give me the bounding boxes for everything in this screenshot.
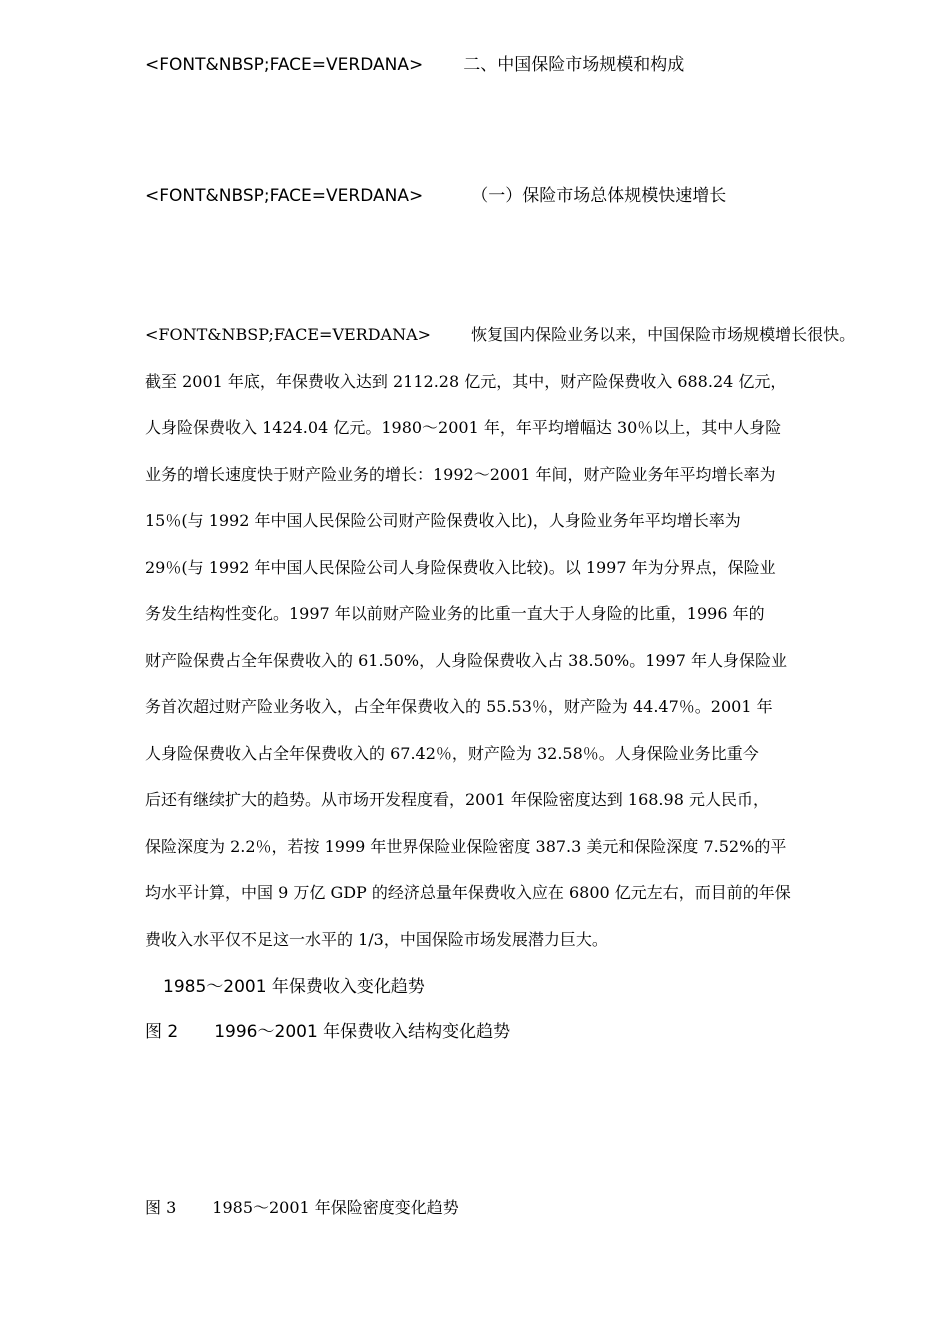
paragraph-line: 截至 2001 年底，年保费收入达到 2112.28 亿元，其中，财产险保费收入 688.24 亿元， xyxy=(145,371,787,391)
subsection-heading xyxy=(145,181,726,206)
paragraph-line: 人身险保费收入 1424.04 亿元。1980～2001 年，年平均增幅达 30％以上，其中人身险 xyxy=(145,418,782,437)
paragraph-line: 财产险保费占全年保费收入的 61.50%，人身险保费收入占 38.50%。1997 年人身保险业 xyxy=(145,650,787,670)
figure-3-label: 图 3 xyxy=(145,1198,177,1217)
figure-3-caption xyxy=(145,1195,459,1218)
paragraph-line: 费收入水平仅不足这一水平的 1/3，中国保险市场发展潜力巨大。 xyxy=(145,929,608,949)
section-heading xyxy=(145,50,684,75)
figure-2-caption xyxy=(145,1017,510,1042)
section-title: 二、中国保险市场规模和构成 xyxy=(463,55,685,75)
body-paragraph xyxy=(145,312,880,963)
font-tag-text: <FONT&NBSP;FACE=VERDANA> xyxy=(145,55,424,75)
figure-2-title: 1996～2001 年保费收入结构变化趋势 xyxy=(214,1022,511,1042)
paragraph-line: 后还有继续扩大的趋势。从市场开发程度看，2001 年保险密度达到 168.98 元人民币， xyxy=(145,790,769,809)
paragraph-line: 29％(与 1992 年中国人民保险公司人身险保费收入比较)。以 1997 年为分界点，保险业 xyxy=(145,557,776,577)
paragraph-line: 均水平计算，中国 9 万亿 GDP 的经济总量年保费收入应在 6800 亿元左右，而目前的年保 xyxy=(145,883,791,902)
subsection-title: （一）保险市场总体规模快速增长 xyxy=(471,186,727,206)
paragraph-line: 保险深度为 2.2％，若按 1999 年世界保险业保险密度 387.3 美元和保险深度 7.52%的平 xyxy=(145,836,787,856)
paragraph-line: <FONT&NBSP;FACE=VERDANA> 恢复国内保险业务以来，中国保险市场规模增长很快。 xyxy=(145,325,856,344)
figure-2-label: 图 2 xyxy=(145,1022,179,1042)
paragraph-line: 务首次超过财产险业务收入，占全年保费收入的 55.53％，财产险为 44.47％。2001 年 xyxy=(145,697,773,716)
font-tag-text: <FONT&NBSP;FACE=VERDANA> xyxy=(145,186,424,206)
figure-3-title: 1985～2001 年保险密度变化趋势 xyxy=(212,1198,459,1217)
paragraph-line: 人身险保费收入占全年保费收入的 67.42％，财产险为 32.58％。人身保险业务比重今 xyxy=(145,743,759,763)
paragraph-line: 务发生结构性变化。1997 年以前财产险业务的比重一直大于人身险的比重，1996 年的 xyxy=(145,604,765,623)
paragraph-line: 业务的增长速度快于财产险业务的增长：1992～2001 年间，财产险业务年平均增长率为 xyxy=(145,464,776,484)
font-tag-text: <FONT&NBSP;FACE=VERDANA> xyxy=(145,325,432,344)
figure-1-caption: 1985～2001 年保费收入变化趋势 xyxy=(163,977,425,997)
paragraph-line: 15％(与 1992 年中国人民保险公司财产险保费收入比)，人身险业务年平均增长率为 xyxy=(145,511,741,530)
